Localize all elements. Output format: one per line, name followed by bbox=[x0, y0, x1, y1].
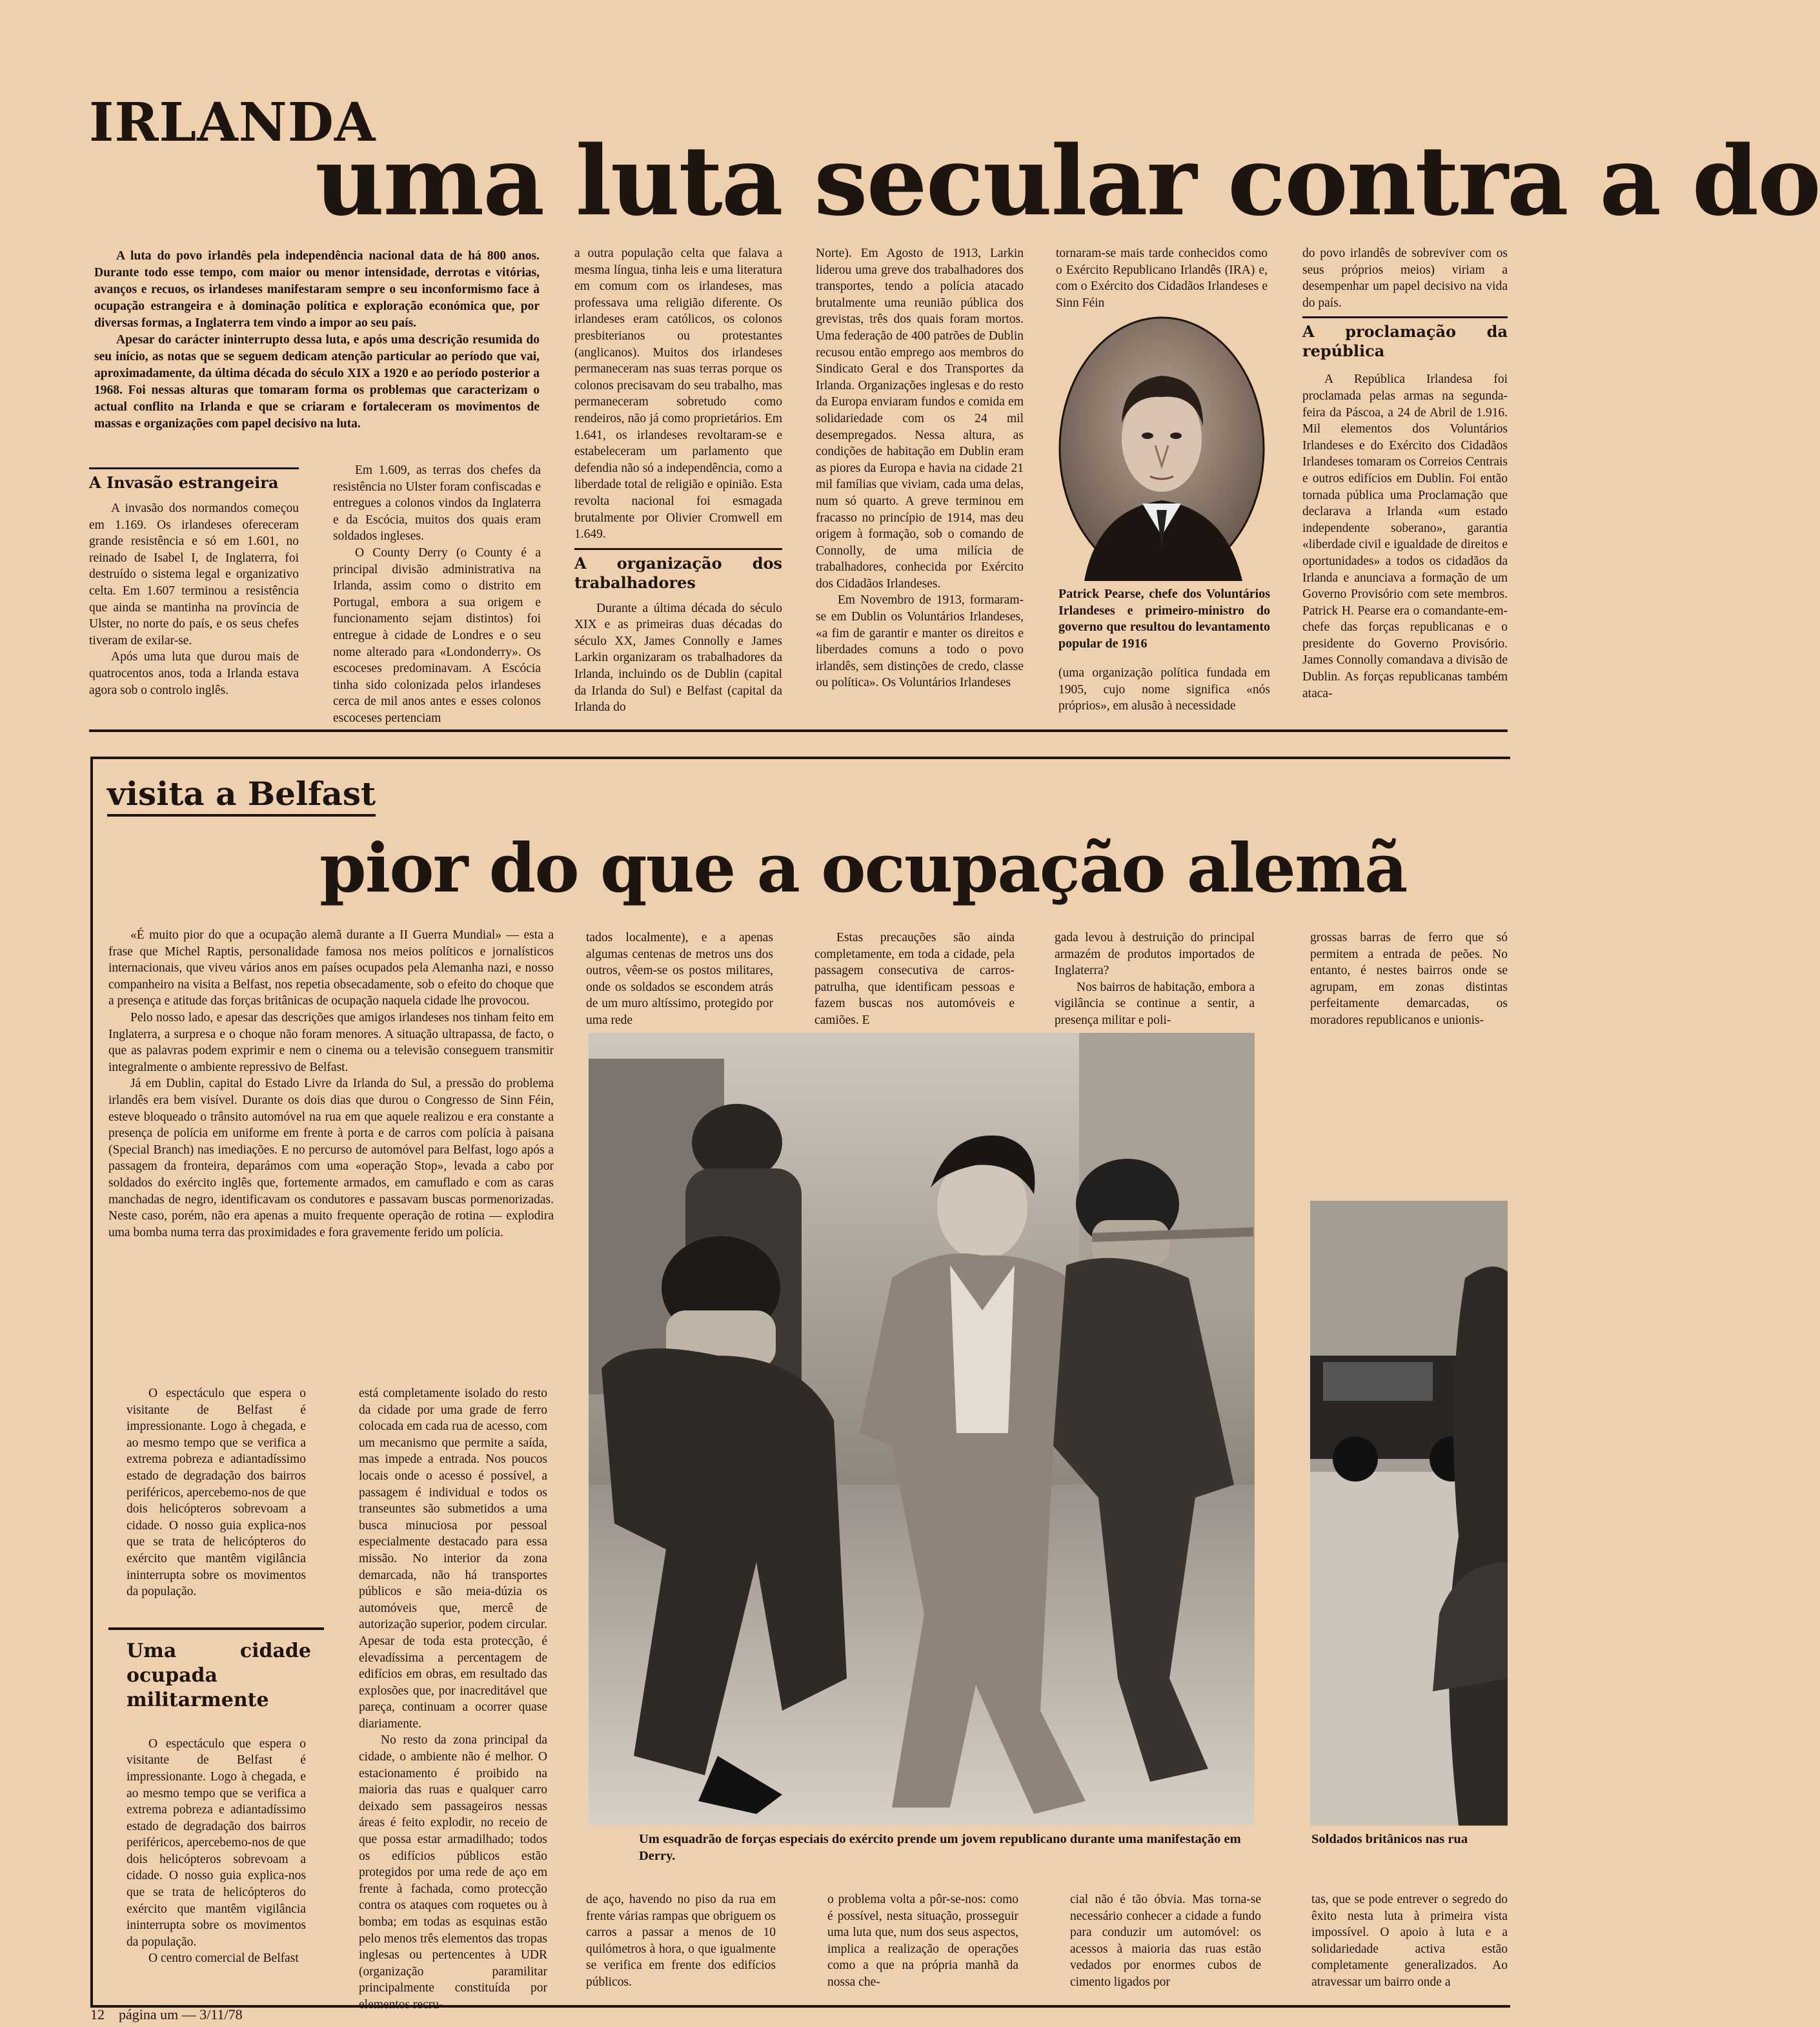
top-col-2-para-2: O County Derry (o County é a principal divisão administrativa na Irlanda, assim como o distrito em Portugal, embora a sua origem e funcionamento sejam distintos) foi entregue à cidade de Londres e o seu nome alterado para «Londonderry». Os escoceses predominavam. A Escócia tinha sido colonizada pelos irlandeses cerca de mil anos antes e esses colonos escoceses pertenciam bbox=[333, 545, 541, 725]
page-footer: 12 página um — 3/11/78 bbox=[90, 2006, 243, 2022]
top-col-2 bbox=[333, 462, 541, 727]
mid-col-para-2: No resto da zona principal da cidade, o ambiente não é melhor. O estacionamento é proibido na maioria das ruas e qualquer carro deixado sem passageiros nessas áreas é feito explodir, no receio de que possa estar armadilhado; todos os edifícios públicos estão protegidos por uma rede de aço em frente à fachada, como protecção contra os ataques com roquetes ou à bomba; em todas as esquinas estão pelo menos três elementos das tropas inglesas ou pertencentes à UDR (organização paramilitar principalmente constituída por elementos recru- bbox=[359, 1733, 547, 2012]
top-col-6-para-1: do povo irlandês de sobreviver com os seus próprios meios) viriam a desempenhar um papel decisivo na vida do país. bbox=[1302, 247, 1508, 310]
belfast-bottom-col-1: de aço, havendo no piso da rua em frente várias rampas que obriguem os carros a passar a menos de 10 quilómetros à hora, o que igualmente se verifica em frente dos edifícios públicos. bbox=[586, 1893, 776, 1989]
portrait-caption: Patrick Pearse, chefe dos Voluntários Irlandeses e primeiro-ministro do governo que resultou do levantamento popular de 1916 bbox=[1058, 587, 1270, 651]
belfast-col-r2 bbox=[814, 930, 1015, 1029]
intro-para-1: A luta do povo irlandês pela independência nacional data de há 800 anos. Durante todo esse tempo, com maior ou menor intensidade, derrotas e vitórias, avanços e recuos, os irlandeses manifestaram sempre o seu inconformismo face à ocupação estrangeira e à dominação política e exploração económica que, por diversas formas, a Inglaterra tem vindo a impor ao seu país. bbox=[94, 249, 540, 330]
left-col-para-a: O espectáculo que espera o visitante de Belfast é impressionante. Logo à chegada, e ao mesmo tempo que se verifica a extrema pobreza e adiantadíssimo estado de degradação dos bairros periféricos, apercebemo-nos de que dois helicópteros sobrevoam a cidade. O nosso guia explica-nos que se trata de helicópteros do exército que mantêm vigilância ininterrupta sobre os movimentos da população. bbox=[126, 1387, 306, 1599]
top-col-2-para-1: Em 1.609, as terras dos chefes da resistência no Ulster foram confiscadas e entregues a colonos vindos da Inglaterra e da Escócia, muitos dos quais eram soldados ingleses. bbox=[333, 463, 541, 544]
top-col-6-para-2: A República Irlandesa foi proclamada pelas armas na segunda-feira da Páscoa, a 24 de Abril de 1.916. Mil elementos dos Voluntários Irlandeses e do Exército dos Cidadãos Irlandeses tomaram os Correios Centrais e outros edifícios em Dublin. Foi então tornada pública uma Proclamação que declarava a Irlanda «um estado independente soberano», garantia «liberdade civil e igualdade de direitos e oportunidades» a todos os cidadãos da Irlanda e anunciava a formação de um Governo Provisório com sete membros. Patrick H. Pearse era o comandante-em-chefe das forças republicanas e o presidente do Governo Provisório. James Connolly comandava a divisão de Dublin. As forças republicanas também ataca- bbox=[1302, 372, 1508, 700]
photo-arrest-derry bbox=[589, 1033, 1255, 1826]
top-col-3-para-2: Durante a última década do século XIX e as primeiras duas décadas do século XX, James Connolly e James Larkin organizaram os trabalhadores da Irlanda, incluindo os de Dublin (capital da Irlanda do Sul) e Belfast (capital da Irlanda do bbox=[574, 601, 782, 715]
top-col-5-top: tornaram-se mais tarde conhecidos como o Exército Republicano Irlandês (IRA) e, com o Exército dos Cidadãos Irlandeses e Sinn Féin bbox=[1056, 247, 1268, 310]
mid-col-para-1: está completamente isolado do resto da cidade por uma grade de ferro colocada em cada rua de acesso, com um mecanismo que permite a saída, mas impede a entrada. Nos poucos locais onde o acesso é possível, a passagem é individual e todos os transeuntes são submetidos a uma busca minuciosa por pessoal especialmente destacado para essa missão. No interior da zona demarcada, não há transportes públicos e são meia-dúzia os automóveis que, mercê de autorização superior, podem circular. Apesar de toda esta protecção, é elevadíssima a percentagem de edifícios em obras, em resultado das explosões que, por inacreditável que pareça, continuam a ocorrer quase diariamente. bbox=[359, 1387, 547, 1731]
belfast-col-r4: grossas barras de ferro que só permitem a entrada de peões. No entanto, é nestes bairros onde se agrupam, em zonas distintas perfeitamente demarcadas, os moradores republicanos e unionis- bbox=[1310, 931, 1508, 1027]
top-col-6 bbox=[1302, 245, 1508, 702]
top-col-3 bbox=[574, 245, 782, 716]
left-col-para-b: O espectáculo que espera o visitante de Belfast é impressionante. Logo à chegada, e ao mesmo tempo que se verifica a extrema pobreza e adiantadíssimo estado de degradação dos bairros periféricos, apercebemo-nos de que dois helicópteros sobrevoam a cidade. O nosso guia explica-nos que se trata de helicópteros do exército que mantêm vigilância ininterrupta sobre os movimentos da população. bbox=[126, 1737, 306, 1949]
top-col-1-para-2: Após uma luta que durou mais de quatrocentos anos, toda a Irlanda estava agora sob o controlo inglês. bbox=[89, 650, 299, 697]
top-col-5-bottom: (uma organização política fundada em 1905, cujo nome significa «nós próprios», em alusão à necessidade bbox=[1058, 666, 1270, 713]
photo-arrest-image bbox=[589, 1033, 1255, 1826]
belfast-mid-col bbox=[359, 1385, 547, 2013]
belfast-left-col bbox=[126, 1385, 311, 1967]
intro-block bbox=[94, 248, 540, 433]
section-divider bbox=[89, 729, 1508, 732]
portrait-patrick-pearse bbox=[1058, 316, 1265, 581]
belfast-lead bbox=[108, 927, 554, 1241]
portrait-image bbox=[1058, 316, 1265, 581]
belfast-col-r3 bbox=[1055, 930, 1255, 1029]
kicker-irlanda: IRLANDA bbox=[89, 92, 376, 154]
photo-arrest-caption: Um esquadrão de forças especiais do exército prende um jovem republicano durante uma manifestação em Derry. bbox=[639, 1832, 1241, 1863]
subhead-invasao: A Invasão estrangeira bbox=[89, 467, 299, 493]
lead-para-2: Pelo nosso lado, e apesar das descrições que amigos irlandeses nos tinham feito em Inglaterra, a surpresa e o choque não foram menores. A situação ultrapassa, de facto, o que as palavras podem exprimir e nem o cinema ou a televisão conseguem transmitir integralmente o ambiente repressivo de Belfast. bbox=[108, 1010, 554, 1074]
belfast-col-r2-para: Estas precauções são ainda completamente, em toda a cidade, pela passagem consecutiva de carros-patrulha, que identificam pessoas e fazem buscas nos automóveis e camiões. E bbox=[814, 931, 1015, 1027]
lead-para-3: Já em Dublin, capital do Estado Livre da Irlanda do Sul, a pressão do problema irlandês era bem visível. Durante os dois dias que durou o Congresso de Sinn Féin, esteve bloqueado o trânsito automóvel na rua em que aquele realizou e era constante a presença de polícia em uniforme em frente à porta e de carros com polícia à paisana (Special Branch) nas imediações. E no percurso de automóvel para Belfast, logo após a passagem da fronteira, deparámos com uma «operação Stop», levada a cabo por soldados do exército inglês que, fortemente armados, em camuflado e com as caras manchadas de negro, identificavam os condutores e passavam buscas pormenorizadas. Neste caso, porém, não era apenas a muito frequente operação de rotina — explodira uma bomba numa terra das proximidades e fora gravemente ferido um polícia. bbox=[108, 1077, 554, 1239]
photo-soldiers-image bbox=[1310, 1201, 1508, 1826]
left-col-para-c: O centro comercial de Belfast bbox=[148, 1951, 299, 1966]
top-col-4-para-2: Em Novembro de 1913, formaram-se em Dublin os Voluntários Irlandeses, «a fim de garantir e manter os direitos e liberdades comuns a todo o povo irlandês, sem distinções de credo, classe ou política». Os Voluntários Irlandeses bbox=[816, 593, 1024, 690]
belfast-bottom-col-2: o problema volta a pôr-se-nos: como é possível, nesta situação, prosseguir uma luta que, num dos seus aspectos, implica a realização de operações como a que na própria manhã da nossa che- bbox=[827, 1893, 1018, 1989]
subhead-organizacao: A organização dos trabalhadores bbox=[574, 548, 782, 593]
belfast-bottom-col-4: tas, que se pode entrever o segredo do êxito nesta luta à primeira vista impossível. O apoio à luta e a solidariedade activa estão completamente generalizados. Ao atravessar um bairro onde a bbox=[1311, 1893, 1508, 1989]
headline-belfast: pior do que a ocupação alemã bbox=[319, 828, 1407, 908]
top-col-3-para-1: a outra população celta que falava a mesma língua, tinha leis e uma literatura em comum com os irlandeses, mas professava uma religião diferente. Os irlandeses eram católicos, os colonos presbiterianos ou protestantes (anglicanos). Muitos dos irlandeses permaneceram nas suas terras porque os colonos precisavam do seu trabalho, mas permaneceram sobretudo como rendeiros, não já como proprietários. Em 1.641, os irlandeses revoltaram-se e estabeleceram um parlamento que defendia não só a independência, como a liberdade total de religião e opinião. Esta revolta nacional foi esmagada brutalmente por Olivier Cromwell em 1.649. bbox=[574, 247, 782, 542]
kicker-visita-belfast: visita a Belfast bbox=[107, 775, 376, 817]
lead-para-1: «É muito pior do que a ocupação alemã durante a II Guerra Mundial» — esta a frase que Michel Raptis, personalidade famosa nos meios políticos e jornalísticos internacionais, que viveu vários anos em países ocupados pela Alemanha nazi, e nosso companheiro na visita a Belfast, nos repetia obsecadamente, sob o efeito do choque que a presença e atitude das forças britânicas de ocupação naquela cidade lhe provocou. bbox=[108, 928, 554, 1008]
photo-soldiers-caption: Soldados britânicos nas rua bbox=[1311, 1832, 1468, 1846]
top-col-1 bbox=[89, 462, 299, 698]
belfast-col-r3-para-1: gada levou à destruição do principal armazém de produtos importados de Inglaterra? bbox=[1055, 931, 1255, 978]
intro-para-2: Apesar do carácter ininterrupto dessa luta, e após uma descrição resumida do seu início, as notas que se seguem dedicam atenção particular ao período que vai, aproximadamente, da última década do século XIX a 1920 e ao período posterior a 1968. Foi nessas alturas que tomaram forma os problemas que caracterizam o actual conflito na Irlanda e que se criaram e fortaleceram os movimentos de massas e organizações com papel decisivo na luta. bbox=[94, 333, 540, 431]
subhead-proclamacao: A proclamação da república bbox=[1302, 316, 1508, 361]
top-col-4 bbox=[816, 245, 1024, 691]
belfast-col-r1: tados localmente), e a apenas algumas centenas de metros uns dos outros, vêem-se os postos militares, onde os soldados se escondem atrás de um muro altíssimo, protegido por uma rede bbox=[586, 931, 773, 1027]
belfast-col-r3-para-2: Nos bairros de habitação, embora a vigilância se continue a sentir, a presença militar e poli- bbox=[1055, 980, 1255, 1027]
photo-soldiers-street bbox=[1310, 1201, 1508, 1826]
top-col-1-para-1: A invasão dos normandos começou em 1.169. Os irlandeses ofereceram grande resistência e só em 1.601, no reinado de Isabel I, de Inglaterra, foi destruído o sistema legal e organizativo celta. Em 1.607 terminou a resistência que ainda se mantinha na província de Ulster, no norte do país, e os seus chefes tiveram de exilar-se. bbox=[89, 502, 299, 647]
belfast-bottom-col-3: cial não é tão óbvia. Mas torna-se necessário conhecer a cidade a fundo para conduzir um automóvel: os acessos à maioria das ruas estão vedados por enormes cubos de cimento ligados por bbox=[1070, 1893, 1261, 1989]
subhead-cidade-ocupada: Uma cidade ocupada militarmente bbox=[108, 1627, 324, 1713]
headline-top: uma luta secular contra a do bbox=[315, 125, 1820, 237]
top-col-4-para-1: Norte). Em Agosto de 1913, Larkin liderou uma greve dos trabalhadores dos transportes, tendo a polícia atacado brutalmente uma reunião pública dos grevistas, três dos quais foram mortos. Uma federação de 400 patrões de Dublin recusou então emprego aos membros do Sindicato Geral e dos Transportes da Irlanda. Organizações inglesas e do resto da Europa enviaram fundos e comida em solidariedade com os 24 mil desempregados. Nessa altura, as condições de habitação em Dublin eram as piores da Europa e havia na cidade 21 mil famílias que viviam, cada uma delas, num só quarto. A greve terminou em fracasso no princípio de 1914, mas deu origem à formação, sob o comando de Connolly, de uma milícia de trabalhadores, conhecida por Exército dos Cidadãos Irlandeses. bbox=[816, 247, 1024, 591]
